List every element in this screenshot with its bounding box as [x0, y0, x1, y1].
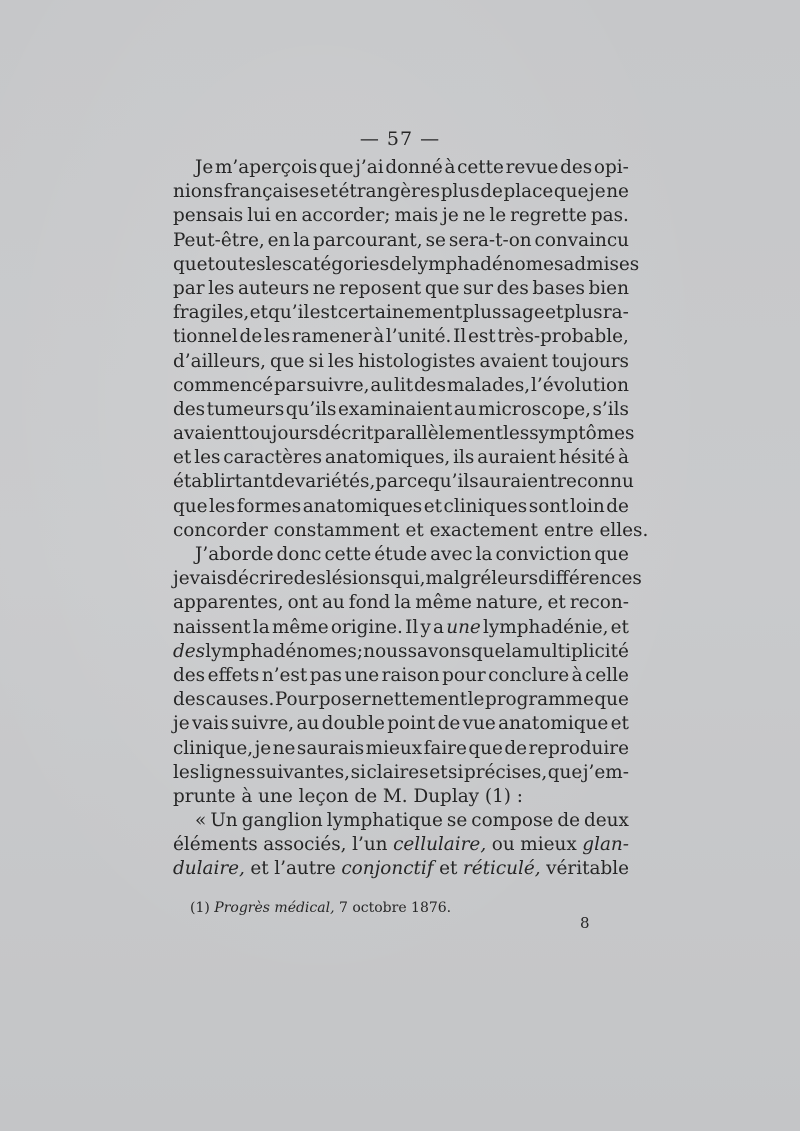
text-line: des tumeurs qu’ils examinaient au microscope, s’ils: [173, 398, 629, 420]
text-line: je vais suivre, au double point de vue anatomique et: [173, 713, 629, 735]
text-line: concorder constamment et exactement entre elles.: [173, 519, 649, 541]
text-line: que toutes les catégories de lymphadénomes admises: [173, 253, 640, 275]
text-line: fragiles, et qu’il est certainement plus sage et plus ra-: [173, 302, 629, 324]
footnote: [190, 900, 451, 916]
text-line: commencé par suivre, au lit des malades, l’évolution: [173, 374, 629, 396]
text-line: clinique, je ne saurais mieux faire que de reproduire: [173, 737, 629, 759]
text-line: nions françaises et étrangères plus de place que je ne: [173, 181, 629, 203]
text-line: par les auteurs ne reposent que sur des bases bien: [173, 277, 629, 299]
text-line: des causes. Pour poser nettement le programme que: [173, 689, 629, 711]
text-line: Peut-être, en la parcourant, se sera-t-on convaincu: [173, 229, 629, 251]
text-line: avaient toujours décrit parallèlement les symptômes: [173, 423, 635, 445]
footnote-source: Progrès médical,: [214, 900, 335, 916]
text-line: naissent la même origine. Il y a une lymphadénie, et: [173, 616, 629, 638]
text-line: et les caractères anatomiques, ils auraient hésité à: [173, 447, 629, 469]
text-line: je vais décrire des lésions qui, malgré leurs différences: [173, 568, 642, 590]
footnote-marker: (1): [190, 900, 210, 916]
text-line: établir tant de variétés, parce qu’ils auraient reconnu: [173, 471, 634, 493]
text-line: J’aborde donc cette étude avec la conviction que: [195, 544, 629, 565]
text-line: éléments associés, l’un cellulaire, ou mieux glan-: [173, 834, 629, 856]
text-line: des lymphadénomes; nous savons que la multiplicité: [173, 640, 629, 662]
footnote-date: 7 octobre 1876.: [338, 900, 452, 916]
text-line: « Un ganglion lymphatique se compose de deux: [195, 810, 629, 832]
text-line: apparentes, ont au fond la même nature, et recon-: [173, 592, 629, 614]
text-line: les lignes suivantes, si claires et si précises, que j’em-: [173, 761, 629, 783]
text-line: dulaire, et l’autre conjonctif et réticulé, véritable: [173, 858, 629, 880]
text-line: prunte à une leçon de M. Duplay (1) :: [173, 785, 523, 807]
text-line: Je m’aperçois que j’ai donné à cette revue des opi-: [195, 157, 629, 178]
text-line: pensais lui en accorder; mais je ne le regrette pas.: [173, 205, 629, 227]
signature-mark: 8: [580, 914, 590, 932]
text-line: d’ailleurs, que si les histologistes avaient toujours: [173, 350, 629, 372]
page-number: — 57 —: [359, 128, 441, 150]
body-text: [173, 156, 649, 882]
text-line: des effets n’est pas une raison pour conclure à celle: [173, 664, 629, 686]
text-line: tionnel de les ramener à l’unité. Il est très-probable,: [173, 326, 629, 348]
text-line: que les formes anatomiques et cliniques sont loin de: [173, 495, 629, 517]
